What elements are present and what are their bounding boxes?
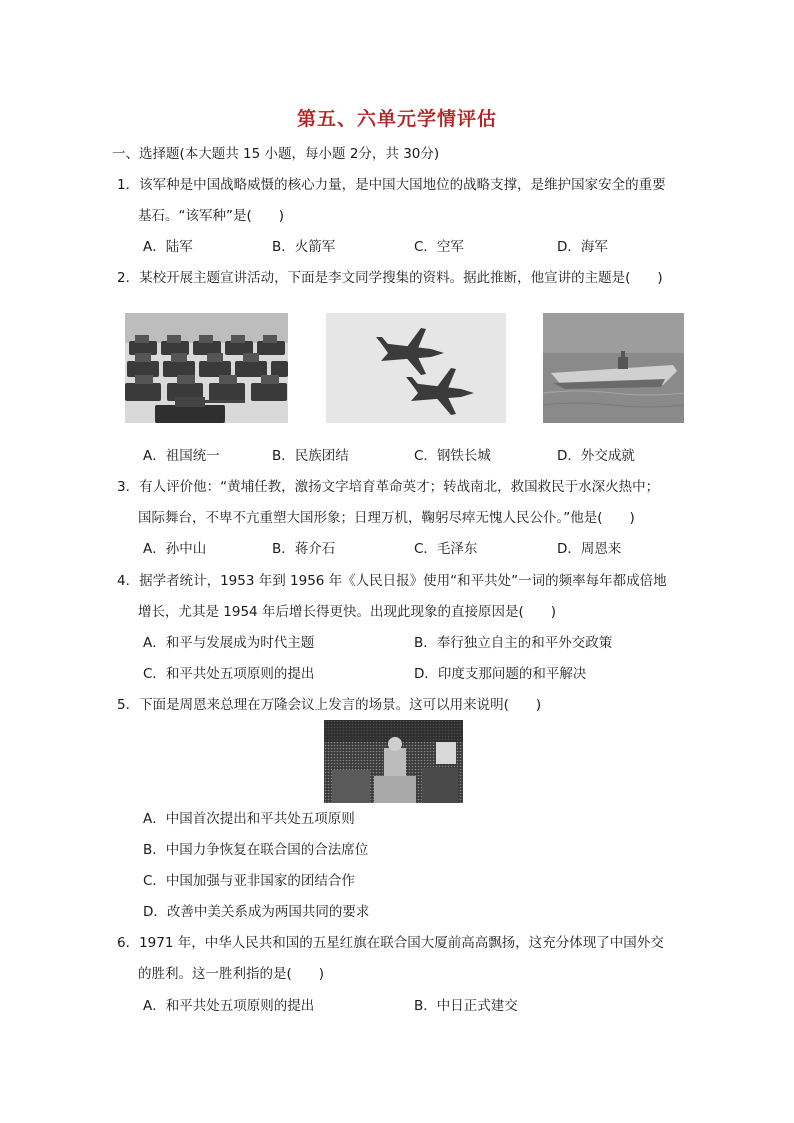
jets-illustration: [326, 313, 506, 423]
q3-option-c: C．毛泽东: [414, 541, 478, 557]
question-3-line-2: 国际舞台，不卑不亢重塑大国形象；日理万机，鞠躬尽瘁无愧人民公仆。”他是( ): [138, 510, 635, 526]
q6-option-a: A．和平共处五项原则的提出: [143, 998, 315, 1014]
q5-option-d: D．改善中美关系成为两国共同的要求: [143, 904, 370, 920]
q3-option-d: D．周恩来: [557, 541, 622, 557]
q4-option-d: D．印度支那问题的和平解决: [414, 666, 587, 682]
aircraft-carrier-photo: [543, 313, 684, 423]
q2-option-a: A．祖国统一: [143, 448, 220, 464]
fighter-jets-photo: [326, 313, 506, 423]
q5-option-a: A．中国首次提出和平共处五项原则: [143, 811, 355, 827]
q2-option-b: B．民族团结: [272, 448, 349, 464]
tanks-photo: [125, 313, 288, 423]
page-title: 第五、六单元学情评估: [296, 108, 497, 130]
q4-option-a: A．和平与发展成为时代主题: [143, 635, 315, 651]
q1-option-b: B．火箭军: [272, 239, 336, 255]
question-4-line-2: 增长，尤其是 1954 年后增长得更快。出现此现象的直接原因是( ): [138, 604, 556, 620]
q3-option-a: A．孙中山: [143, 541, 207, 557]
question-1-line-2: 基石。“该军种”是( ): [138, 208, 285, 224]
question-5-line-1: 5．下面是周恩来总理在万隆会议上发言的场景。这可以用来说明( ): [117, 697, 542, 713]
question-4-line-1: 4．据学者统计，1953 年到 1956 年《人民日报》使用“和平共处”一词的频率每年都成倍地: [117, 573, 667, 589]
q4-option-b: B．奉行独立自主的和平外交政策: [414, 635, 613, 651]
q1-option-c: C．空军: [414, 239, 464, 255]
q5-option-b: B．中国力争恢复在联合国的合法席位: [143, 842, 369, 858]
q1-option-a: A．陆军: [143, 239, 193, 255]
question-3-line-1: 3．有人评价他：“黄埔任教，激扬文字培育革命英才；转战南北，救国救民于水深火热中；: [117, 479, 660, 495]
q2-option-c: C．钢铁长城: [414, 448, 491, 464]
q3-option-b: B．蒋介石: [272, 541, 336, 557]
section-header: 一、选择题(本大题共 15 小题，每小题 2分，共 30分): [112, 146, 440, 162]
bandung-conference-photo: [324, 720, 463, 803]
conference-illustration: [324, 720, 463, 803]
q1-option-d: D．海军: [557, 239, 608, 255]
tanks-illustration: [125, 313, 288, 423]
carrier-illustration: [543, 313, 684, 423]
question-6-line-1: 6．1971 年，中华人民共和国的五星红旗在联合国大厦前高高飘扬，这充分体现了中国外交: [117, 935, 664, 951]
question-6-line-2: 的胜利。这一胜利指的是( ): [138, 966, 325, 982]
question-2-line-1: 2．某校开展主题宣讲活动，下面是李文同学搜集的资料。据此推断，他宣讲的主题是( ): [117, 270, 663, 286]
q2-option-d: D．外交成就: [557, 448, 635, 464]
q5-option-c: C．中国加强与亚非国家的团结合作: [143, 873, 355, 889]
question-1-line-1: 1．该军种是中国战略威慑的核心力量，是中国大国地位的战略支撑，是维护国家安全的重要: [117, 177, 666, 193]
q6-option-b: B．中日正式建交: [414, 998, 518, 1014]
q4-option-c: C．和平共处五项原则的提出: [143, 666, 315, 682]
